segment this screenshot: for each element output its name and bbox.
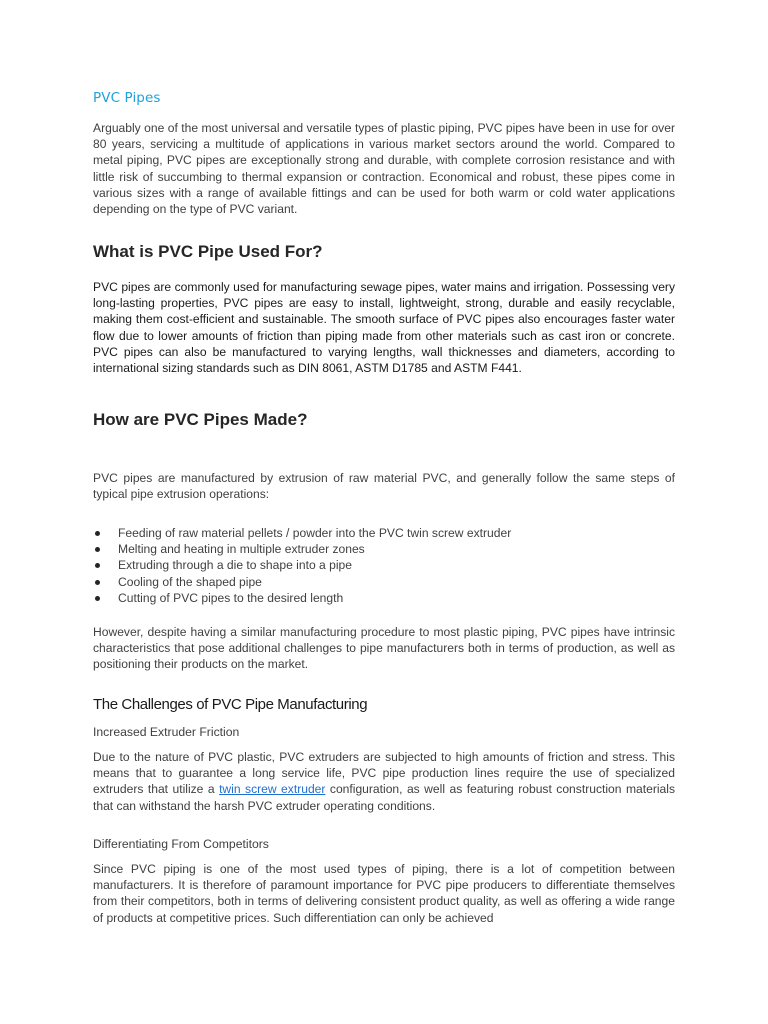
process-steps-list	[93, 525, 675, 606]
after-steps-paragraph: However, despite having a similar manufacturing procedure to most plastic piping, PVC pipes have intrinsic characteristics that pose additional challenges to pipe manufacturers both in terms of production, as well as positioning their products on the market.	[93, 625, 675, 672]
made-paragraph: PVC pipes are manufactured by extrusion of raw material PVC, and generally follow the same steps of typical pipe extrusion operations:	[93, 471, 675, 502]
competitors-paragraph: Since PVC piping is one of the most used types of piping, there is a lot of competition between manufacturers. It is therefore of paramount importance for PVC pipe producers to differentiate themselves from their competitors, both in terms of delivering consistent product quality, as well as offering a wide range of products at competitive prices. Such differentiation can only be achieved	[93, 862, 675, 925]
list-item: Cooling of the shaped pipe	[93, 574, 675, 590]
bullet-icon	[95, 547, 100, 552]
bullet-icon	[95, 563, 100, 568]
list-item: Extruding through a die to shape into a pipe	[93, 557, 675, 573]
friction-paragraph: Due to the nature of PVC plastic, PVC extruders are subjected to high amounts of friction and stress. This means that to guarantee a long service life, PVC pipe production lines require the use of specialized extruders that utilize a twin screw extruder configuration, as well as featuring robust construction materials that can withstand the harsh PVC extruder operating conditions.	[93, 750, 676, 813]
section-heading-made: How are PVC Pipes Made?	[93, 410, 308, 429]
bullet-icon	[95, 531, 100, 536]
uses-paragraph: PVC pipes are commonly used for manufacturing sewage pipes, water mains and irrigation. Possessing very long-lasting properties, PVC pipes are easy to install, lightweight, strong, durable and easily recyclable, making them cost-efficient and sustainable. The smooth surface of PVC pipes also encourages faster water flow due to lower amounts of friction than piping made from other materials such as cast iron or concrete. PVC pipes can also be manufactured to varying lengths, wall thicknesses and diameters, according to international sizing standards such as DIN 8061, ASTM D1785 and ASTM F441.	[93, 280, 675, 376]
bullet-icon	[95, 596, 100, 601]
section-heading-uses: What is PVC Pipe Used For?	[93, 242, 323, 261]
list-item: Cutting of PVC pipes to the desired length	[93, 590, 675, 606]
list-item: Feeding of raw material pellets / powder into the PVC twin screw extruder	[93, 525, 675, 541]
bullet-icon	[95, 580, 100, 585]
subheading-competitors: Differentiating From Competitors	[93, 837, 269, 851]
article-title: PVC Pipes	[93, 90, 161, 106]
section-heading-challenges: The Challenges of PVC Pipe Manufacturing	[93, 696, 368, 713]
intro-paragraph: Arguably one of the most universal and versatile types of plastic piping, PVC pipes have been in use for over 80 years, servicing a multitude of applications in various market sectors around the world. Compared to metal piping, PVC pipes are exceptionally strong and durable, with complete corrosion resistance and with little risk of succumbing to thermal expansion or contraction. Economical and robust, these pipes come in various sizes with a range of available fittings and can be used for both warm or cold water applications depending on the type of PVC variant.	[93, 121, 675, 217]
twin-screw-extruder-link[interactable]: twin screw extruder	[219, 782, 326, 797]
subheading-friction: Increased Extruder Friction	[93, 725, 240, 739]
list-item: Melting and heating in multiple extruder zones	[93, 541, 675, 557]
